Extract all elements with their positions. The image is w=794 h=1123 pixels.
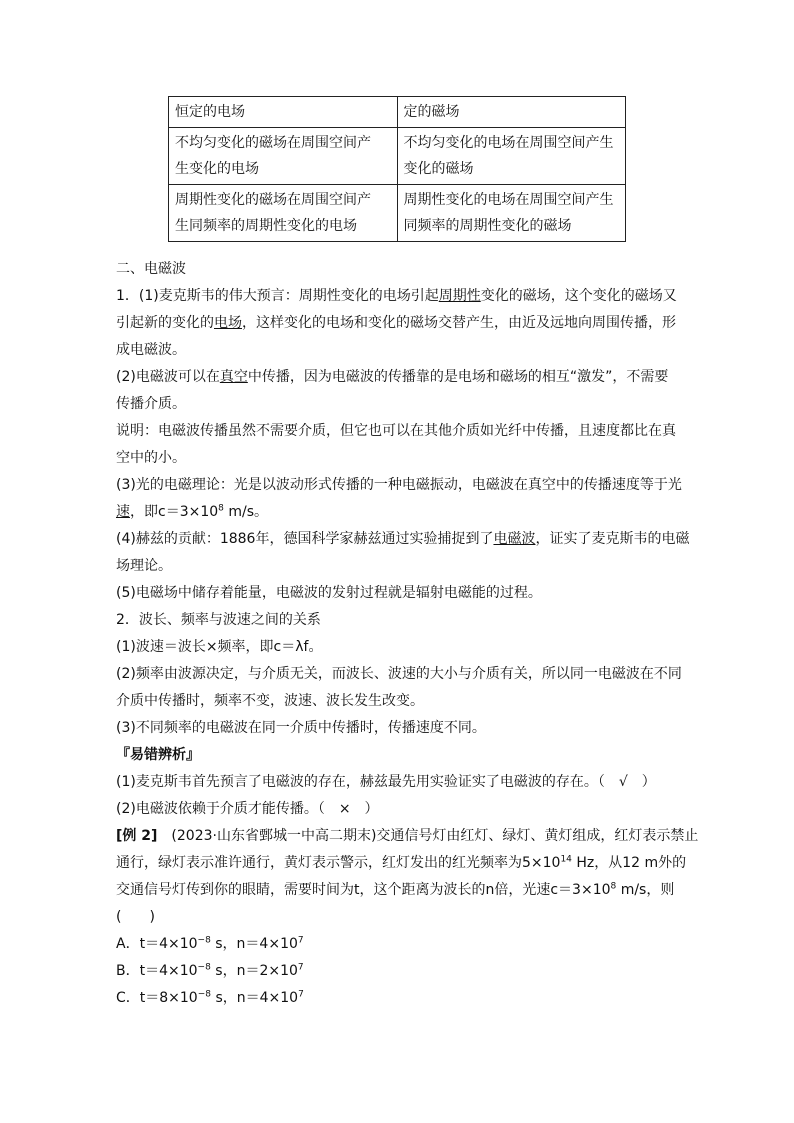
text-line: 传播介质。 — [116, 396, 186, 412]
text-span: C．t＝8×10 — [116, 990, 198, 1006]
cell-text: 周期性变化的电场在周围空间产生 — [403, 192, 614, 208]
text-span: 引起新的变化的 — [116, 315, 214, 331]
text-span: 交通信号灯传到你的眼睛，需要时间为t，这个距离为波长的n倍，光速c＝3×10 — [116, 882, 611, 898]
superscript: 8 — [218, 503, 224, 514]
paragraph-wave-speed: (1)波速＝波长×频率，即c＝λf。 — [116, 639, 323, 655]
error-analysis-heading: 『易错辨析』 — [116, 747, 200, 763]
subsection-heading: 2．波长、频率与波速之间的关系 — [116, 612, 321, 628]
cell-text: 不均匀变化的磁场在周围空间产 — [175, 135, 371, 151]
text-span: ，证实了麦克斯韦的电磁 — [535, 531, 690, 547]
example-problem — [116, 823, 699, 931]
table-cell — [169, 97, 398, 128]
underlined-text: 真空 — [219, 369, 248, 385]
text-span: s，n＝2×10 — [210, 963, 298, 979]
option-c — [116, 985, 680, 1012]
text-span: ，即c＝3×10 — [130, 504, 219, 520]
superscript: −8 — [197, 962, 211, 973]
text-span: B．t＝4×10 — [116, 963, 198, 979]
text-span: ，这样变化的电场和变化的磁场交替产生，由近及远地向周围传播，形 — [242, 315, 676, 331]
text-line: 说明：电磁波传播虽然不需要介质，但它也可以在其他介质如光纤中传播，且速度都比在真 — [116, 423, 676, 439]
cell-text: 同频率的周期性变化的磁场 — [403, 218, 572, 234]
table-cell — [397, 185, 626, 242]
text-line — [116, 877, 680, 904]
underlined-text: 电磁波 — [493, 531, 536, 547]
text-span: 1．(1)麦克斯韦的伟大预言：周期性变化的电场引起 — [116, 288, 439, 304]
error-item: (1)麦克斯韦首先预言了电磁波的存在，赫兹最先用实验证实了电磁波的存在。（ √ ） — [116, 774, 656, 790]
cell-text: 生同频率的周期性变化的电场 — [175, 218, 357, 234]
text-span: s，n＝4×10 — [210, 936, 298, 952]
cell-text: 周期性变化的磁场在周围空间产 — [175, 192, 371, 208]
answer-blank: ( ) — [116, 909, 155, 925]
main-text — [116, 256, 699, 1012]
cell-text: 不均匀变化的电场在周围空间产生 — [403, 135, 614, 151]
paragraph-hertz — [116, 526, 690, 580]
cell-text: 恒定的电场 — [175, 104, 245, 120]
table-cell — [397, 128, 626, 185]
text-span: (2023·山东省鄄城一中高二期末)交通信号灯由红灯、绿灯、黄灯组成，红灯表示禁止 — [171, 828, 699, 844]
paragraph-maxwell — [116, 283, 680, 364]
text-span: (2)电磁波可以在 — [116, 369, 220, 385]
text-span: 通行，绿灯表示准许通行，黄灯表示警示，红灯发出的红光频率为5×10 — [116, 855, 561, 871]
text-span: A．t＝4×10 — [116, 936, 198, 952]
text-line — [116, 823, 699, 850]
table-cell — [169, 128, 398, 185]
table-row — [169, 185, 626, 242]
underlined-text: 电场 — [214, 315, 242, 331]
superscript: 14 — [560, 854, 572, 865]
underlined-text: 周期性 — [438, 288, 481, 304]
table-row — [169, 97, 626, 128]
text-line — [116, 310, 680, 337]
paragraph-light-theory — [116, 472, 680, 526]
paragraph-energy: (5)电磁场中储存着能量，电磁波的发射过程就是辐射电磁能的过程。 — [116, 585, 542, 601]
cell-text: 变化的磁场 — [403, 161, 474, 177]
section-heading: 二、电磁波 — [116, 261, 186, 277]
text-line: 成电磁波。 — [116, 342, 186, 358]
table-cell — [169, 185, 398, 242]
text-line — [116, 850, 687, 877]
cell-text: 定的磁场 — [403, 104, 460, 120]
text-line: 介质中传播时，频率不变，波速、波长发生改变。 — [116, 693, 424, 709]
underlined-text: 速 — [116, 504, 130, 520]
text-line: 空中的小。 — [116, 450, 186, 466]
comparison-table — [168, 96, 626, 242]
text-span: (4)赫兹的贡献：1886年，德国科学家赫兹通过实验捕捉到了 — [116, 531, 494, 547]
example-label: [例 2] — [116, 828, 158, 844]
paragraph-vacuum — [116, 364, 680, 418]
text-span: m/s，则 — [616, 882, 675, 898]
text-line: 场理论。 — [116, 558, 172, 574]
text-line — [116, 499, 680, 526]
superscript: 7 — [298, 989, 304, 1000]
option-a — [116, 931, 680, 958]
text-span: 中传播，因为电磁波的传播靠的是电场和磁场的相互“激发”，不需要 — [247, 369, 669, 385]
option-b — [116, 958, 680, 985]
text-line: (2)频率由波源决定，与介质无关，而波长、波速的大小与介质有关，所以同一电磁波在不同 — [116, 666, 682, 682]
superscript: 7 — [297, 962, 304, 973]
text-span: m/s。 — [223, 504, 268, 520]
table-row — [169, 128, 626, 185]
text-span: s，n＝4×10 — [211, 990, 299, 1006]
paragraph-frequency — [116, 661, 680, 715]
text-line — [116, 283, 680, 310]
text-line: (3)光的电磁理论：光是以波动形式传播的一种电磁振动，电磁波在真空中的传播速度等于光 — [116, 477, 682, 493]
text-span: 变化的磁场，这个变化的磁场又 — [480, 288, 677, 304]
paragraph-note — [116, 418, 680, 472]
text-span: Hz，从12 m外的 — [571, 855, 687, 871]
table-cell — [397, 97, 626, 128]
superscript: −8 — [197, 935, 211, 946]
superscript: −8 — [197, 989, 211, 1000]
option-list — [116, 931, 680, 1012]
text-line — [116, 364, 680, 391]
paragraph-different-frequency: (3)不同频率的电磁波在同一介质中传播时，传播速度不同。 — [116, 720, 486, 736]
error-item: (2)电磁波依赖于介质才能传播。（ × ） — [116, 801, 379, 817]
text-line — [116, 526, 690, 553]
superscript: 7 — [297, 935, 304, 946]
cell-text: 生变化的电场 — [175, 161, 259, 177]
superscript: 8 — [610, 881, 617, 892]
